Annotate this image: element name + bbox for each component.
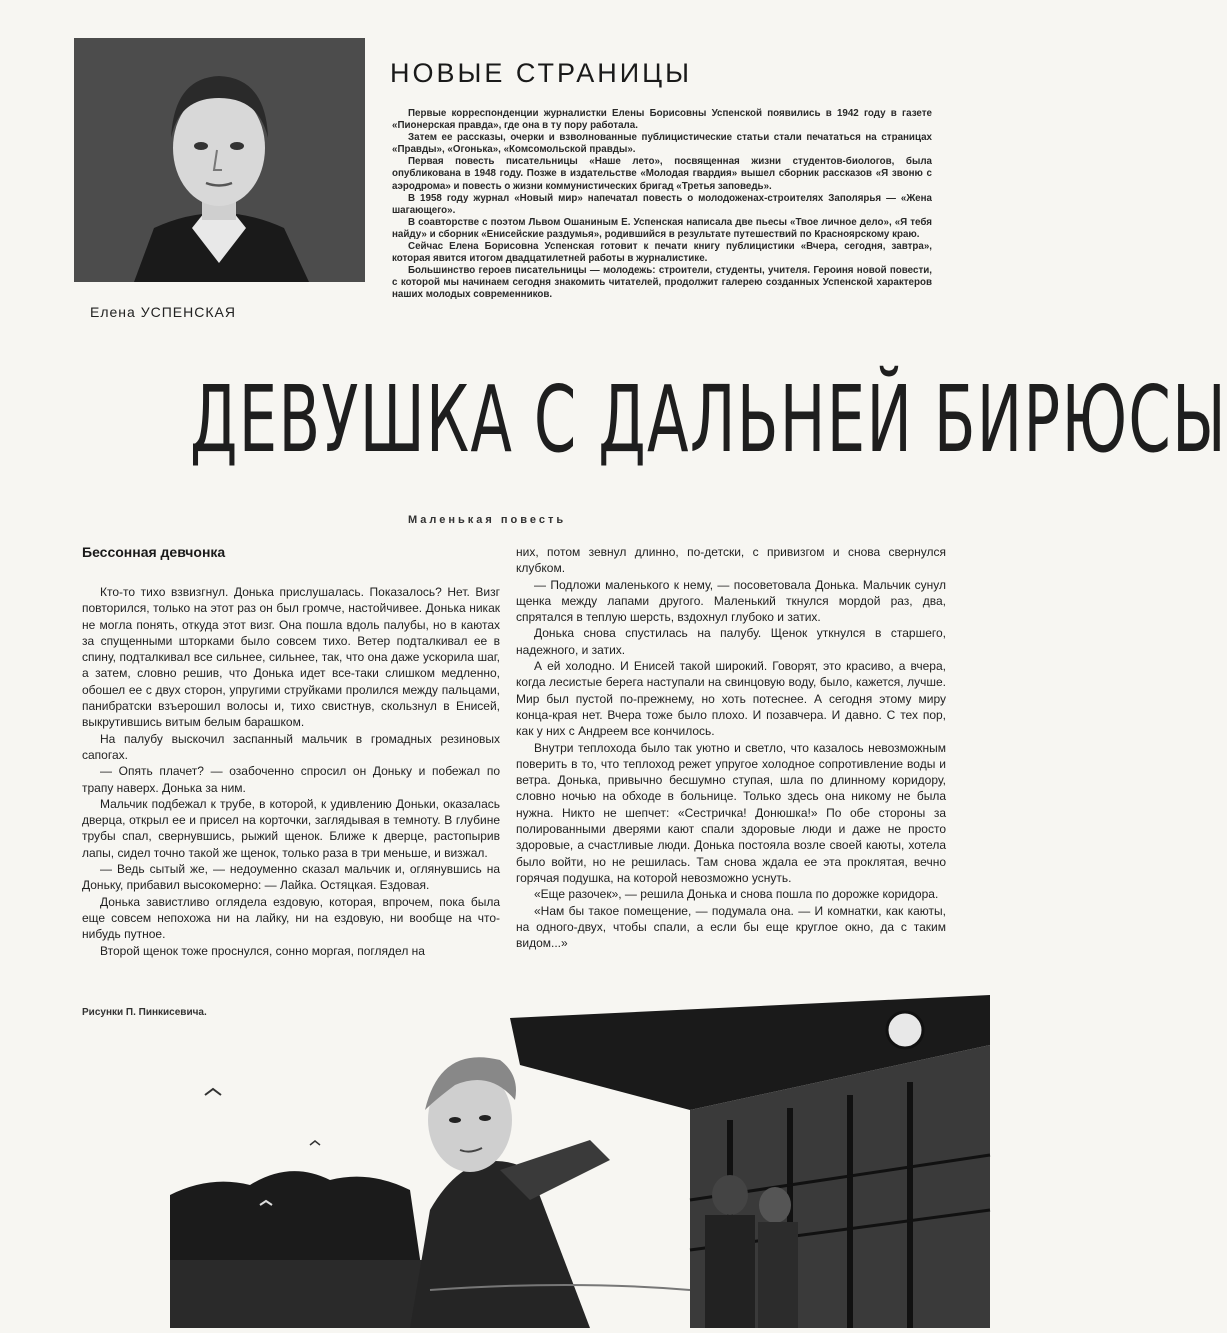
story-subtitle: Маленькая повесть bbox=[408, 514, 567, 526]
text-column-left bbox=[82, 584, 500, 959]
text-column-right bbox=[516, 544, 946, 951]
intro-paragraph: В 1958 году журнал «Новый мир» напечатал повесть о молодоженах-строителях Заполярья — «Жена шагающего». bbox=[392, 192, 932, 216]
portrait-caption: Елена УСПЕНСКАЯ bbox=[90, 304, 236, 320]
story-paragraph: Донька снова спустилась на палубу. Щенок уткнулся в старшего, надежного, и затих. bbox=[516, 626, 946, 657]
section-title: НОВЫЕ СТРАНИЦЫ bbox=[390, 58, 693, 88]
story-paragraph: «Еще разочек», — решила Донька и снова пошла по дорожке коридора. bbox=[534, 887, 939, 902]
chapter-title: Бессонная девчонка bbox=[82, 544, 226, 560]
intro-paragraph: Сейчас Елена Борисовна Успенская готовит к печати книгу публицистики «Вчера, сегодня, завтра», которая явится итогом двадцатилетней работы в журналистике. bbox=[392, 241, 932, 265]
bird-icon bbox=[205, 1089, 221, 1095]
intro-paragraph: Большинство героев писательницы — молодежь: строители, студенты, учителя. Героиня новой повести, с которой мы начинаем сегодня знакомить читателей, продолжит галерею созданных Успенской характеров наших молодых современников. bbox=[392, 265, 932, 301]
intro-paragraph: Первые корреспонденции журналистки Елены Борисовны Успенской появились в 1942 году в газете «Пионерская правда», где она в ту пору работала. bbox=[392, 108, 932, 132]
intro-paragraph: В соавторстве с поэтом Львом Ошаниным Е. Успенская написала две пьесы «Твое личное дело», «Я тебя найду» и сборник «Енисейские раздумья», родившийся в результате путешествий по Красноярскому краю. bbox=[392, 216, 932, 240]
story-paragraph: Внутри теплохода было так уютно и светло, что казалось невозможным поверить в то, что теплоход режет упругое холодное сопротивление воды и ветра. Донька, привычно бесшумно ступая, шла по длинному коридору, словно ночью на обходе в больнице. Только здесь она никому не была нужна. Никто не шепчет: «Сестричка! Донюшка!» По обе стороны за полированными дверями кают спали здоровые люди и даже не просто здоровые, а счастливые люди. Донька постояла возле своей каюты, хотела было войти, но не решилась. Там снова ждала ее эта проклятая, вечно горячая подушка, на которой невозможно уснуть. bbox=[516, 740, 946, 885]
illustration-credit: Рисунки П. Пинкисевича. bbox=[82, 1007, 207, 1018]
story-paragraph: На палубу выскочил заспанный мальчик в громадных резиновых сапогах. bbox=[82, 731, 500, 762]
story-paragraph: Кто-то тихо взвизгнул. Донька прислушалась. Показалось? Нет. Визг повторился, только на этот раз он был громче, настойчивее. Донька никак не могла понять, откуда этот визг. Она пошла вдоль палубы, но в каютах за спущенными шторками было совсем тихо. Ветер подталкивал ее в спину, подталкивал все сильнее, сильнее, так, что она даже ускорила шаг, а затем, словно решив, что Донька идет все-таки слишком медленно, обошел ее с двух сторон, упругими струйками пролился между пальцами, панибратски взъерошил волосы и, тихо свистнув, скользнул в Енисей, выкрутившись витым белым барашком. bbox=[82, 585, 500, 730]
story-paragraph-continued: них, потом зевнул длинно, по-детски, с привизгом и снова свернулся клубком. bbox=[516, 545, 946, 576]
story-paragraph: — Подложи маленького к нему, — посоветовала Донька. Мальчик сунул щенка между лапами другого. Маленький ткнулся мордой раз, два, спрятался в теплую шерсть, вздохнул глубоко и затих. bbox=[516, 577, 946, 625]
story-title: ДЕВУШКА С ДАЛЬНЕЙ БИРЮСЫ bbox=[190, 366, 1227, 473]
author-portrait bbox=[74, 38, 365, 282]
story-paragraph: А ей холодно. И Енисей такой широкий. Говорят, это красиво, а вчера, когда лесистые берега наступали на свинцовую воду, было, кажется, лучше. Мир был пустой по-прежнему, но хоть потеснее. А сегодня этому миру конца-края нет. Вчера тоже было плохо. И позавчера. И давно. С тех пор, как у них с Андреем все кончилось. bbox=[516, 659, 946, 739]
portrait-image bbox=[74, 38, 365, 282]
intro-paragraph: Первая повесть писательницы «Наше лето», посвященная жизни студентов-биологов, была опубликована в 1948 году. Позже в издательстве «Молодая гвардия» вышел сборник рассказов «Я звоню с аэродрома» и повесть о жизни коммунистических бригад «Третья заповедь». bbox=[392, 156, 932, 192]
story-paragraph: Мальчик подбежал к трубе, в которой, к удивлению Доньки, оказалась дверца, открыл ее и присел на корточки, заглядывая в темноту. В глубине трубы спал, свернувшись, рыжий щенок. Ближе к дверце, растопырив лапы, сидел точно такой же щенок, только раза в три меньше, и визжал. bbox=[82, 796, 500, 860]
story-paragraph: «Нам бы такое помещение, — подумала она. — И комнатки, как каюты, на одного-двух, чтобы спали, а если бы еще круглое окно, да с таким видом...» bbox=[516, 903, 946, 951]
story-paragraph: — Опять плачет? — озабоченно спросил он Доньку и побежал по трапу наверх. Донька за ним. bbox=[82, 764, 500, 795]
illustration-drawing bbox=[170, 990, 990, 1328]
story-paragraph: — Ведь сытый же, — недоуменно сказал мальчик и, оглянувшись на Доньку, прибавил высокомерно: — Лайка. Остяцкая. Ездовая. bbox=[82, 862, 500, 893]
bird-icon bbox=[310, 1141, 320, 1145]
story-paragraph: Второй щенок тоже проснулся, сонно моргая, поглядел на bbox=[100, 943, 425, 958]
story-illustration bbox=[170, 990, 990, 1328]
author-intro bbox=[392, 108, 932, 302]
intro-paragraph: Затем ее рассказы, очерки и взволнованные публицистические статьи стали печататься на страницах «Правды», «Огонька», «Комсомольской правды». bbox=[392, 132, 932, 156]
story-paragraph: Донька завистливо оглядела ездовую, которая, впрочем, пока была еще совсем непохожа ни на лайку, ни на ездовую, ни вообще на что-нибудь путное. bbox=[82, 894, 500, 942]
